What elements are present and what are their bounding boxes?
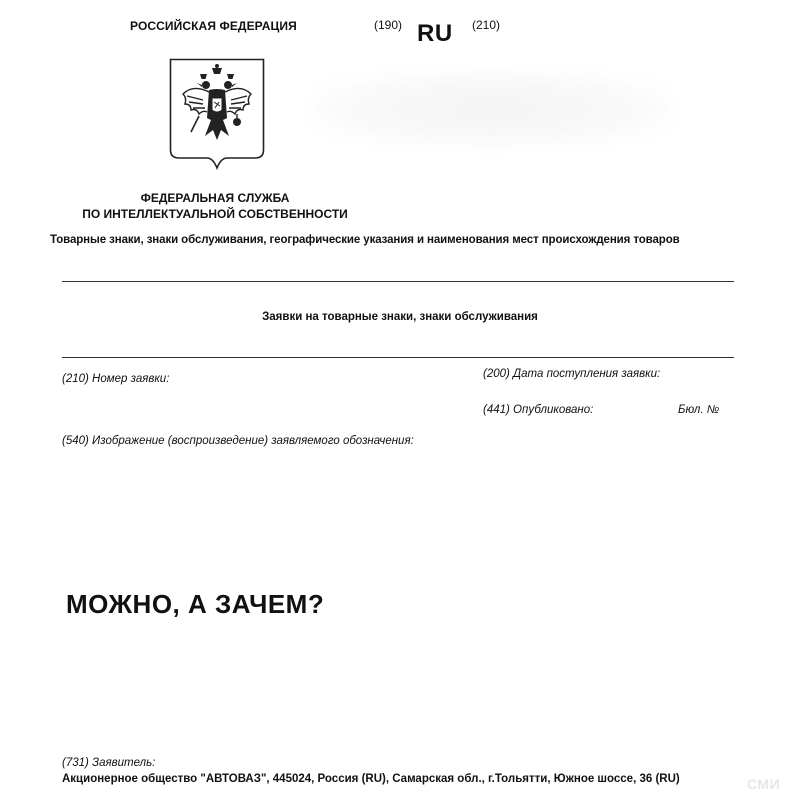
applicant-details: Акционерное общество "АВТОВАЗ", 445024, Россия (RU), Самарская обл., г.Тольятти, Южное шоссе, 36 (RU) bbox=[62, 773, 680, 785]
published-label: (441) Опубликовано: bbox=[483, 404, 594, 416]
application-number-label: (210) Номер заявки: bbox=[62, 373, 170, 385]
code-210-header: (210) bbox=[472, 18, 501, 32]
publication-subtitle: Товарные знаки, знаки обслуживания, географические указания и наименования мест происхождения товаров bbox=[50, 234, 680, 246]
agency-name-line2: ПО ИНТЕЛЛЕКТУАЛЬНОЙ СОБСТВЕННОСТИ bbox=[82, 207, 348, 221]
agency-name-line1: ФЕДЕРАЛЬНАЯ СЛУЖБА bbox=[140, 191, 290, 205]
applicant-label: (731) Заявитель: bbox=[62, 757, 156, 769]
image-label: (540) Изображение (воспроизведение) заявляемого обозначения: bbox=[62, 435, 414, 447]
code-190: (190) bbox=[374, 18, 403, 32]
country-code: RU bbox=[417, 20, 453, 47]
country-name: РОССИЙСКАЯ ФЕДЕРАЦИЯ bbox=[130, 19, 297, 33]
redacted-area bbox=[312, 70, 672, 148]
section-title: Заявки на товарные знаки, знаки обслуживания bbox=[262, 311, 538, 323]
divider-bottom bbox=[62, 357, 734, 358]
watermark: СМИ bbox=[747, 776, 781, 792]
coat-of-arms-icon bbox=[169, 58, 265, 170]
divider-top bbox=[62, 281, 734, 282]
bulletin-label: Бюл. № bbox=[678, 404, 720, 416]
trademark-text: МОЖНО, А ЗАЧЕМ? bbox=[66, 589, 325, 619]
filing-date-label: (200) Дата поступления заявки: bbox=[483, 368, 661, 380]
